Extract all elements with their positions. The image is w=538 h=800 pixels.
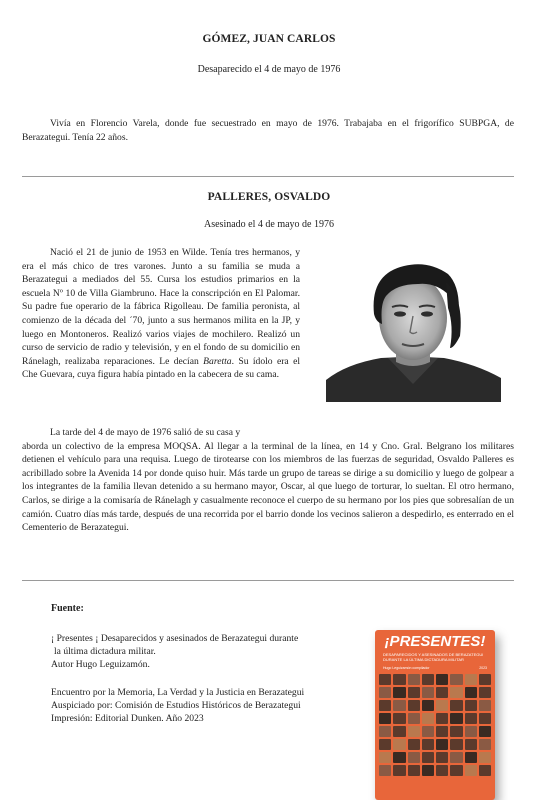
- book-cover-subtitle: DESAPARECIDOS Y ASESINADOS DE BERAZATEGUI DURANTE LA ÚLTIMA DICTADURA MILITAR: [383, 652, 484, 662]
- book-cover-year: 2023: [479, 666, 487, 670]
- portrait-image: [326, 252, 501, 402]
- palleres-bio-text-end: . Su ídolo era el Che Guevara, cuya figura había pintado en la cabecera de su cama.: [22, 355, 300, 381]
- entry-body-gomez: [22, 117, 514, 144]
- entry-subtitle-palleres: Asesinado el 4 de mayo de 1976: [204, 219, 334, 230]
- source-heading: Fuente:: [51, 603, 84, 614]
- source-sponsor: Auspiciado por: Comisión de Estudios Históricos de Berazategui: [51, 700, 301, 711]
- palleres-bio-text: Nació el 21 de junio de 1953 en Wilde. Tenía tres hermanos, y era el más chico de tres varones. Junto a su familia se muda a Berazategui a mediados del 55. Cursa los estudios primarios en la escuela Nº 10 de Villa Giambruno. Hace la conscripción en El Palomar. Su padre fue operario de la fábrica Rigolleau. De familia peronista, al comienzo de la década del ´70, junto a sus hermanos milita en la JP, y luego en Montoneros. Realizó varios viajes de mochilero. Realizó un curso de servicio de radio y televisión, y en el fondo de su domicilio en Ránelagh, realizaba reparaciones. Le decían: [22, 247, 300, 367]
- book-cover-title: ¡PRESENTES!: [384, 633, 486, 650]
- palleres-event-start: La tarde del 4 de mayo de 1976 salió de su casa y: [50, 427, 241, 438]
- entry-title-palleres: PALLERES, OSVALDO: [207, 191, 331, 203]
- source-book-title: ¡ Presentes ¡ Desaparecidos y asesinados de Berazategui durante: [51, 633, 299, 644]
- divider-top: [22, 176, 514, 177]
- source-organizer: Encuentro por la Memoria, La Verdad y la Justicia en Berazategui: [51, 687, 305, 698]
- palleres-paragraph-1: [22, 246, 300, 382]
- palleres-paragraph-2: [22, 426, 514, 535]
- book-cover-image: [375, 630, 495, 800]
- entry-subtitle-gomez: Desaparecido el 4 de mayo de 1976: [197, 64, 341, 75]
- source-printing: Impresión: Editorial Dunken. Año 2023: [51, 713, 204, 724]
- source-book-title-cont: la última dictadura militar.: [54, 646, 156, 657]
- entry-title-gomez: GÓMEZ, JUAN CARLOS: [202, 33, 336, 45]
- divider-bottom: [22, 580, 514, 581]
- palleres-nickname: Baretta: [203, 355, 232, 367]
- source-author: Autor Hugo Leguizamón.: [51, 659, 150, 670]
- portrait-photo: [326, 252, 501, 402]
- book-cover-photo-grid: [379, 674, 491, 784]
- book-cover-author: Hugo Leguizamón compilador: [383, 666, 430, 670]
- palleres-event-text: aborda un colectivo de la empresa MOQSA. Al llegar a la terminal de la línea, en 14 y Cno. Gral. Belgrano los militares detienen el vehículo para una requisa. Luego de tirotearse con los miembros de las fuerzas de seguridad, Osvaldo Palleres es acribillado sobre la Avenida 14 por donde quiso huir. Más tarde un grupo de tareas se dirige a su domicilio y luego de golpear a los integrantes de la familia llevan detenido a su hermano mayor, Oscar, al que luego de torturar, lo sueltan. El otro hermano, Carlos, se dirige a la comisaría de Ránelagh y casualmente reconoce el cuerpo de su hermano por los pies que sobresalían de un camión. Cuatro días más tarde, después de una recorrida por el barrio donde los vecinos salieron a despedirlo, es enterrado en el Cementerio de Berazategui.: [22, 440, 514, 534]
- gomez-paragraph: Vivía en Florencio Varela, donde fue secuestrado en mayo de 1976. Trabajaba en el frigorífico SUBPGA, de Berazategui. Tenía 22 años.: [22, 118, 514, 143]
